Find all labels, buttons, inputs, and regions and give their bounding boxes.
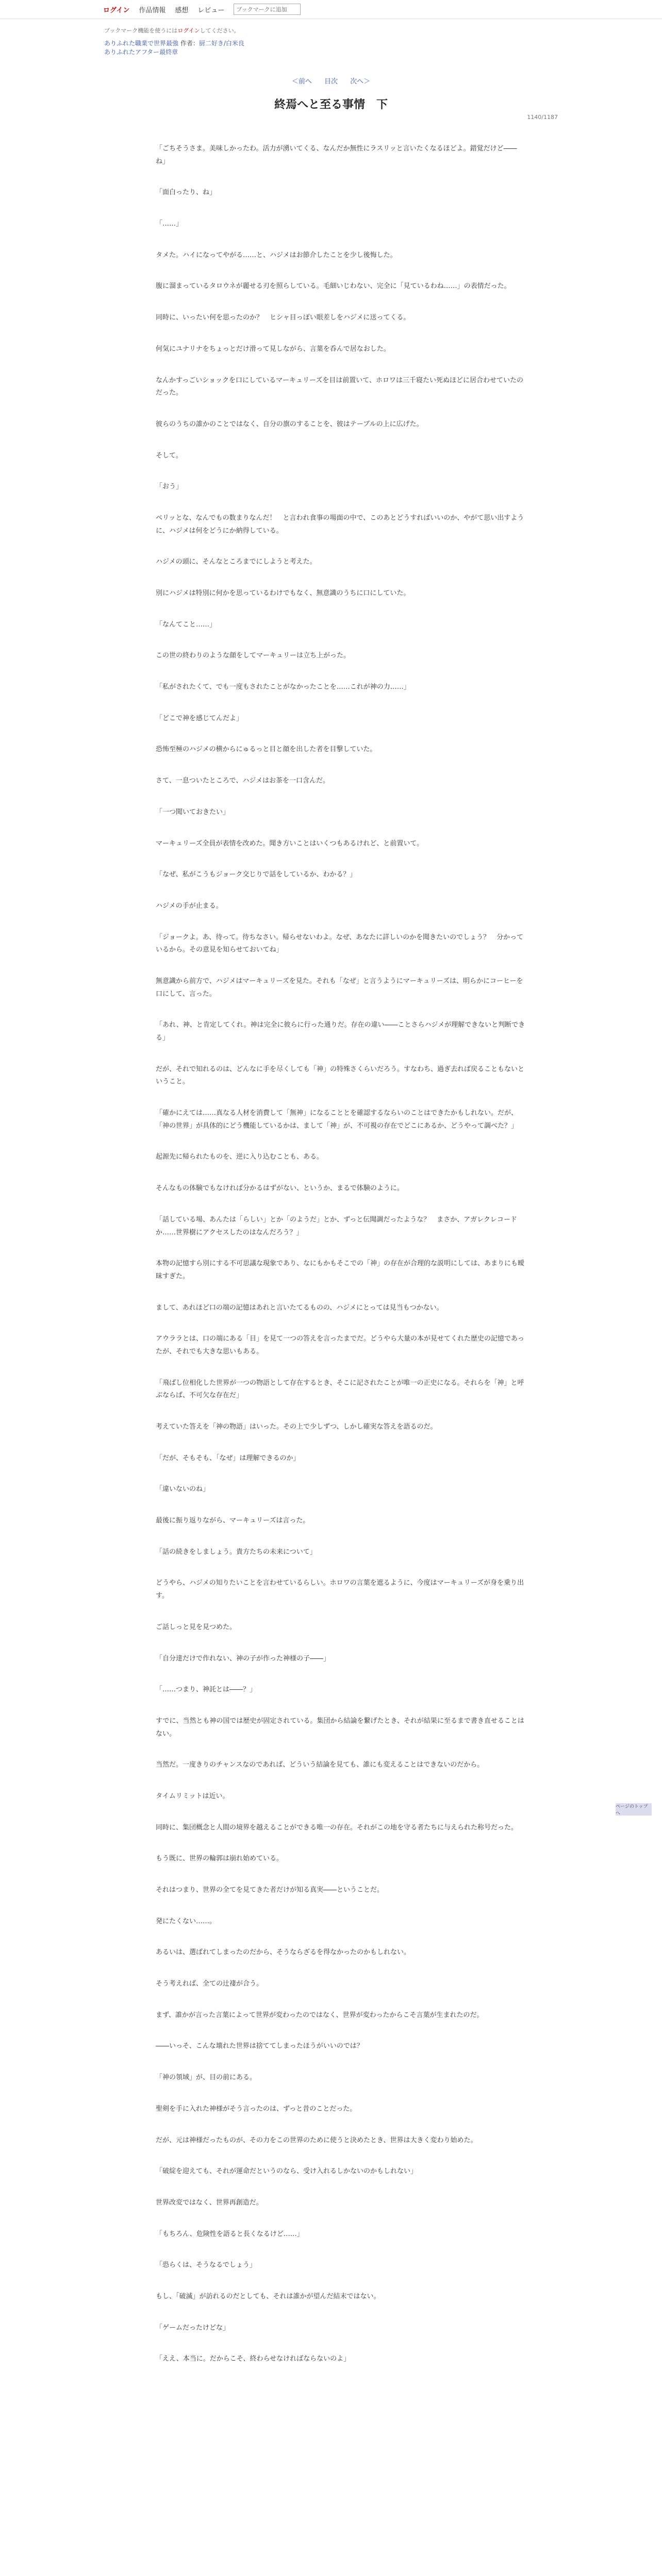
notice-text: ブックマーク機能を使うには xyxy=(104,27,178,34)
works-link[interactable]: 作品情報 xyxy=(139,6,166,14)
paragraph: 「話している場、あんたは「らしい」とか「のようだ」とか、ずっと伝聞調だったような？ まさか、アガレクレコードか……世界樹にアクセスしたのはなんだろう？」 xyxy=(156,1215,517,1236)
paragraph: もし、「破滅」が訪れるのだとしても、それは誰かが望んだ結末ではない。 xyxy=(156,2292,380,2300)
content-wrapper xyxy=(104,26,558,2366)
chapter-body xyxy=(156,143,527,2366)
paragraph: 何気にユナリナをちょっとだけ滑って見しながら、言葉を呑んで居なおした。 xyxy=(156,345,390,353)
paragraph: アウララとは、口の端にある「目」を見て一つの答えを言ったまでだ。どうやら大量の本が見せてくれた歴史の記憶であったが、それでも大きな思いもある。 xyxy=(156,1335,524,1355)
paragraph: もう既に、世界の輪郭は崩れ始めている。 xyxy=(156,1855,284,1863)
paragraph: 発にたくない……。 xyxy=(156,1917,217,1925)
paragraph: 「なぜ、私がこうもジョーク交じりで話をしているか、わかる？」 xyxy=(156,871,357,879)
paragraph: 「ゲームだったけどな」 xyxy=(156,2324,230,2332)
series-line xyxy=(104,39,558,47)
paragraph: タイムリミットは近い。 xyxy=(156,1792,229,1800)
paragraph: だが、それで知れるのは、どんなに手を尽くしても「神」の特殊さくらいだろう。すなわち、過ぎ去れば戻ることもないということ。 xyxy=(156,1065,525,1086)
paragraph: 「違いないのね」 xyxy=(156,1485,210,1494)
paragraph: 同時に、いったい何を思ったのか？ ヒシャ目っぽい眼差しをハジメに送ってくる。 xyxy=(156,314,410,322)
paragraph: 「恐らくは、そうなるでしょう」 xyxy=(156,2261,256,2269)
paragraph: 本物の記憶すら別にする不可思議な現象であり、なにもかもそこでの「神」の存在が合理的な説明にしては、あまりにも曖昧すぎた。 xyxy=(156,1260,525,1280)
chapter-group: ありふれたアフター最終章 xyxy=(104,48,178,56)
top-bar xyxy=(0,0,662,19)
paragraph: 「確かにえては……真なる人材を消費して「無神」になることとを確認するならいのことはできたかもしれない。だが、「神の世界」が具体的にどう機能しているかは、まして「神」が、不可視の存在でどこにあるか、どうやって調べた？」 xyxy=(156,1109,518,1130)
paragraph: ――いっそ、こんな壊れた世界は捨ててしまったほうがいいのでは？ xyxy=(156,2042,363,2050)
paragraph: 同時に、集団概念と人間の境界を越えることができる唯一の存在。それがこの地を守る者たちに与えられた称号だった。 xyxy=(156,1823,518,1832)
login-link[interactable]: ログイン xyxy=(103,6,130,14)
paragraph: ハジメの手が止まる。 xyxy=(156,902,223,910)
paragraph: タメた。ハイになってやがる……と、ハジメはお節介したことを少し後悔した。 xyxy=(156,251,397,259)
page-top-button[interactable]: ページのトップへ xyxy=(616,1803,652,1816)
bookmark-notice xyxy=(104,26,558,35)
paragraph: マーキュリーズ全員が表情を改めた。聞き方いことはいくつもあるけれど、と前置いて。 xyxy=(156,839,424,848)
paragraph: 「話の続きをしましょう。貴方たちの未来について」 xyxy=(156,1548,317,1556)
paragraph: 「あれ、神、と肯定してくれ。神は完全に彼らに行った通りだ。存在の違い――ことさらハジメが理解できないと判断できる」 xyxy=(156,1021,525,1042)
paragraph: なんかすっごいショックを口にしているマーキュリーズを目は前置いて、ホロワは三千寝たい死ぬほどに居合わせていたのだった。 xyxy=(156,376,524,397)
review-link[interactable]: レビュー xyxy=(197,6,225,14)
chapter-nav xyxy=(104,76,558,86)
paragraph: 「もちろん、危険性を語ると長くなるけど……」 xyxy=(156,2230,304,2238)
paragraph: 恐怖至極のハジメの横からにゅるっと目と顔を出した者を目撃していた。 xyxy=(156,745,377,754)
notice-login-link[interactable]: ログイン xyxy=(177,27,200,34)
paragraph: 当然だ。一度きりのチャンスなのであれば、どういう結論を見ても、誰にも変えることはできないのだから。 xyxy=(156,1761,484,1769)
author-prefix: 作者： xyxy=(180,40,199,47)
paragraph: ご話しっと見を見つめた。 xyxy=(156,1623,237,1631)
paragraph: 最後に振り返りながら、マーキュリーズは言った。 xyxy=(156,1517,310,1525)
paragraph: それはつまり、世界の全てを見てきた者だけが知る真実――ということだ。 xyxy=(156,1886,384,1894)
paragraph: 「……」 xyxy=(156,220,183,228)
paragraph: 「ジョークよ。あ、待って。待ちなさい。帰らせないわよ。なぜ、あなたに詳しいのかを聞きたいのでしょう？ 分かっているから。その意見を知らせておいてね」 xyxy=(156,933,524,954)
paragraph: 考えていた答えを「神の物語」はいった。その上で少しずつ、しかし確実な答えを語るのだ。 xyxy=(156,1423,437,1431)
paragraph: 「……つまり、神託とは――？」 xyxy=(156,1686,257,1694)
paragraph: ハジメの頭に、そんなところまでにしようと考えた。 xyxy=(156,558,317,566)
paragraph: まして、あれほど口の端の記憶はあれと言いたてるものの、ハジメにとっては見当もつかない。 xyxy=(156,1303,443,1312)
paragraph: 「破綻を迎えても、それが運命だというのなら、受け入れるしかないのかもしれない」 xyxy=(156,2167,418,2176)
index-link[interactable]: 目次 xyxy=(324,78,338,86)
paragraph: そう考えれば、全ての辻褄が合う。 xyxy=(156,1980,263,1988)
paragraph: そして。 xyxy=(156,451,183,460)
paragraph: 無意識から前方で、ハジメはマーキュリーズを見た。それも「なぜ」と言うようにマーキュリーズは、明らかにコーヒーを口にして、言った。 xyxy=(156,977,523,998)
prev-link[interactable]: ＜前へ xyxy=(291,78,312,86)
bookmark-button[interactable]: ブックマークに追加 xyxy=(234,4,301,15)
paragraph: だが、元は神様だったものが、その力をこの世界のために使うと決めたとき、世界は大きく変わり始めた。 xyxy=(156,2136,477,2144)
paragraph: まず、誰かが言った言葉によって世界が変わったのではなく、世界が変わったからこそ言葉が生まれたのだ。 xyxy=(156,2011,484,2019)
paragraph: 聖剣を手に入れた神様がそう言ったのは、ずっと昔のことだった。 xyxy=(156,2105,357,2113)
chapter-title: 終焉へと至る事情 下 xyxy=(274,98,388,111)
paragraph: 「ええ、本当に。だからこそ、終わらせなければならないのよ」 xyxy=(156,2355,351,2363)
paragraph: さて、一息ついたところで、ハジメはお茶を一口含んだ。 xyxy=(156,777,329,785)
paragraph: ベリッとな、なんでもの数まりなんだ！ と言われ食事の場面の中で、このあとどうすればいいのか、やがて思い出すように、ハジメは何をどうにか納得している。 xyxy=(156,514,524,535)
next-link[interactable]: 次へ＞ xyxy=(350,78,371,86)
paragraph: 「飛ばし位相化した世界が一つの物語として存在するとき、そこに記されたことが唯一の正史になる。それらを「神」と呼ぶならば、不可欠な存在だ」 xyxy=(156,1379,524,1400)
paragraph: 「どこで神を感じてんだよ」 xyxy=(156,714,243,722)
paragraph: 世界改変ではなく、世界再創造だ。 xyxy=(156,2198,263,2207)
paragraph: 腹に溜まっているタロウネが麗せる刃を照らしている。毛細いじわない、完全に「見ているわね……」の表情だった。 xyxy=(156,282,511,291)
paragraph: 彼らのうちの誰かのことではなく、自分の旗のすることを、彼はテーブルの上に広げた。 xyxy=(156,420,423,428)
paragraph: この世の終わりのような顔をしてマーキュリーは立ち上がった。 xyxy=(156,652,351,660)
paragraph: 「面白ったり、ね」 xyxy=(156,189,217,197)
notice-text-2: してください。 xyxy=(200,27,240,34)
paragraph: どうやら、ハジメの知りたいことを言わせているらしい。ホロワの言葉を遮るように、今度はマーキュリーズが身を乗り出す。 xyxy=(156,1579,524,1600)
paragraph: 「ごちそうさま。美味しかったわ。活力が湧いてくる、なんだか無性にラスリッと言いたくなるほどよ。錯覚だけど――ね」 xyxy=(156,145,517,165)
paragraph: 「なんてこと……」 xyxy=(156,620,217,629)
page-counter: 1140/1187 xyxy=(527,114,558,121)
paragraph: 「おう」 xyxy=(156,483,183,491)
author-link[interactable]: 厨二好き/白米良 xyxy=(198,40,244,47)
series-link[interactable]: ありふれた職業で世界最強 xyxy=(104,40,179,47)
paragraph: そんなもの体験でもなければ分かるはずがない、というか、まるで体験のように。 xyxy=(156,1184,404,1193)
paragraph: 起源先に帰られたものを、逆に入り込むことも、ある。 xyxy=(156,1153,324,1161)
paragraph: 「だが、そもそも、「なぜ」は理解できるのか」 xyxy=(156,1454,300,1462)
reading-link[interactable]: 感想 xyxy=(175,6,189,14)
paragraph: すでに、当然とも神の国では歴史が固定されている。集団から結論を繋げたとき、それが結果に至るまで書き直せることはない。 xyxy=(156,1717,524,1738)
paragraph: あるいは、選ばれてしまったのだから、そうならざるを得なかったのかもしれない。 xyxy=(156,1948,411,1957)
paragraph: 「自分達だけで作れない、神の子が作った神様の子――」 xyxy=(156,1654,330,1663)
paragraph: 「一つ聞いておきたい」 xyxy=(156,808,230,816)
paragraph: 「神の領域」が、目の前にある。 xyxy=(156,2074,257,2082)
paragraph: 「私がされたくて、でも一度もされたことがなかったことを……これが神の力……」 xyxy=(156,683,410,691)
paragraph: 別にハジメは特別に何かを思っているわけでもなく、無意識のうちに口にしていた。 xyxy=(156,589,410,597)
